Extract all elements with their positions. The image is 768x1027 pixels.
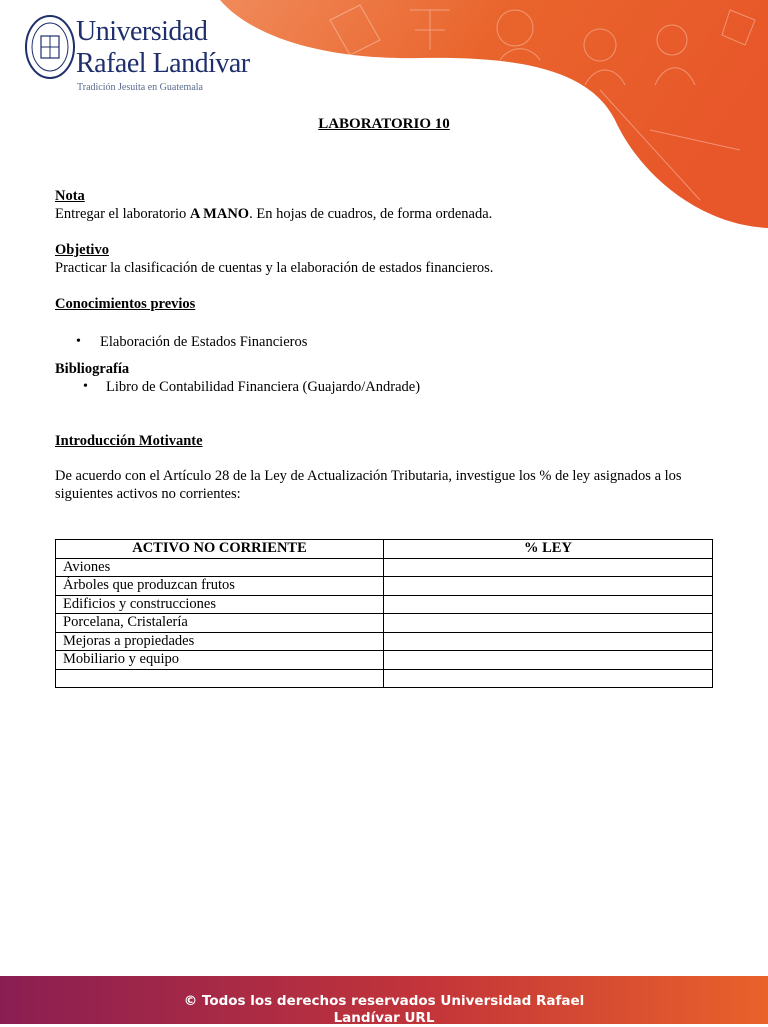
- objetivo-section: [55, 241, 715, 277]
- conocimientos-heading: Conocimientos previos: [55, 296, 196, 312]
- university-logo: [24, 14, 250, 96]
- conocimientos-section: [55, 295, 715, 351]
- table-cell: [384, 577, 713, 596]
- table-cell: [56, 669, 384, 688]
- table-row: [56, 632, 713, 651]
- objetivo-text: Practicar la clasificación de cuentas y la elaboración de estados financieros.: [55, 260, 494, 276]
- university-seal-icon: [24, 14, 76, 80]
- university-tagline: Tradición Jesuita en Guatemala: [77, 82, 203, 93]
- introduccion-text: De acuerdo con el Artículo 28 de la Ley de Actualización Tributaria, investigue los % de ley asignados a los siguientes activos no corrientes:: [55, 468, 682, 502]
- table-row: [56, 595, 713, 614]
- table-cell: Aviones: [56, 558, 384, 577]
- table-cell: [384, 669, 713, 688]
- bullet-icon: •: [76, 334, 81, 349]
- table-cell: [384, 558, 713, 577]
- nota-section: [55, 187, 715, 223]
- footer-line1: © Todos los derechos reservados Universidad Rafael: [183, 993, 585, 1009]
- conocimientos-list: [55, 333, 715, 351]
- bibliografia-list: [55, 378, 715, 396]
- document-title: LABORATORIO 10: [318, 116, 450, 132]
- table-cell: Mejoras a propiedades: [56, 632, 384, 651]
- list-item: [55, 378, 715, 396]
- university-name-line2: Rafael Landívar: [76, 48, 250, 79]
- introduccion-heading: Introducción Motivante: [55, 433, 203, 449]
- table-cell: [384, 595, 713, 614]
- nota-text-start: Entregar el laboratorio: [55, 206, 190, 222]
- bibliografia-heading: Bibliografía: [55, 361, 130, 377]
- table-cell: Árboles que produzcan frutos: [56, 577, 384, 596]
- bibliografia-section: [55, 360, 715, 396]
- activos-table: [55, 539, 713, 688]
- document-body: [55, 187, 715, 688]
- column-header-activo: ACTIVO NO CORRIENTE: [56, 540, 384, 559]
- nota-text-end: . En hojas de cuadros, de forma ordenada.: [249, 206, 493, 222]
- table-header-row: [56, 540, 713, 559]
- list-item: [55, 333, 715, 351]
- table-row: [56, 558, 713, 577]
- table-cell: Mobiliario y equipo: [56, 651, 384, 670]
- university-name-line1: Universidad: [76, 16, 208, 47]
- column-header-ley: % LEY: [384, 540, 713, 559]
- table-cell: [384, 632, 713, 651]
- footer-line2: Landívar URL: [333, 1010, 435, 1026]
- table-cell: Porcelana, Cristalería: [56, 614, 384, 633]
- nota-heading: Nota: [55, 188, 85, 204]
- footer-bar: [0, 976, 768, 1024]
- bullet-icon: •: [83, 379, 88, 394]
- list-item-text: Elaboración de Estados Financieros: [100, 334, 308, 350]
- table-row: [56, 651, 713, 670]
- table-row: [56, 614, 713, 633]
- table-row: [56, 669, 713, 688]
- nota-text: [55, 205, 715, 223]
- table-cell: Edificios y construcciones: [56, 595, 384, 614]
- table-cell: [384, 651, 713, 670]
- nota-text-bold: A MANO: [189, 206, 250, 222]
- list-item-text: Libro de Contabilidad Financiera (Guajardo/Andrade): [106, 379, 421, 395]
- objetivo-heading: Objetivo: [55, 242, 109, 258]
- table-row: [56, 577, 713, 596]
- table-cell: [384, 614, 713, 633]
- introduccion-section: [55, 432, 715, 503]
- footer-copyright: [0, 993, 768, 1027]
